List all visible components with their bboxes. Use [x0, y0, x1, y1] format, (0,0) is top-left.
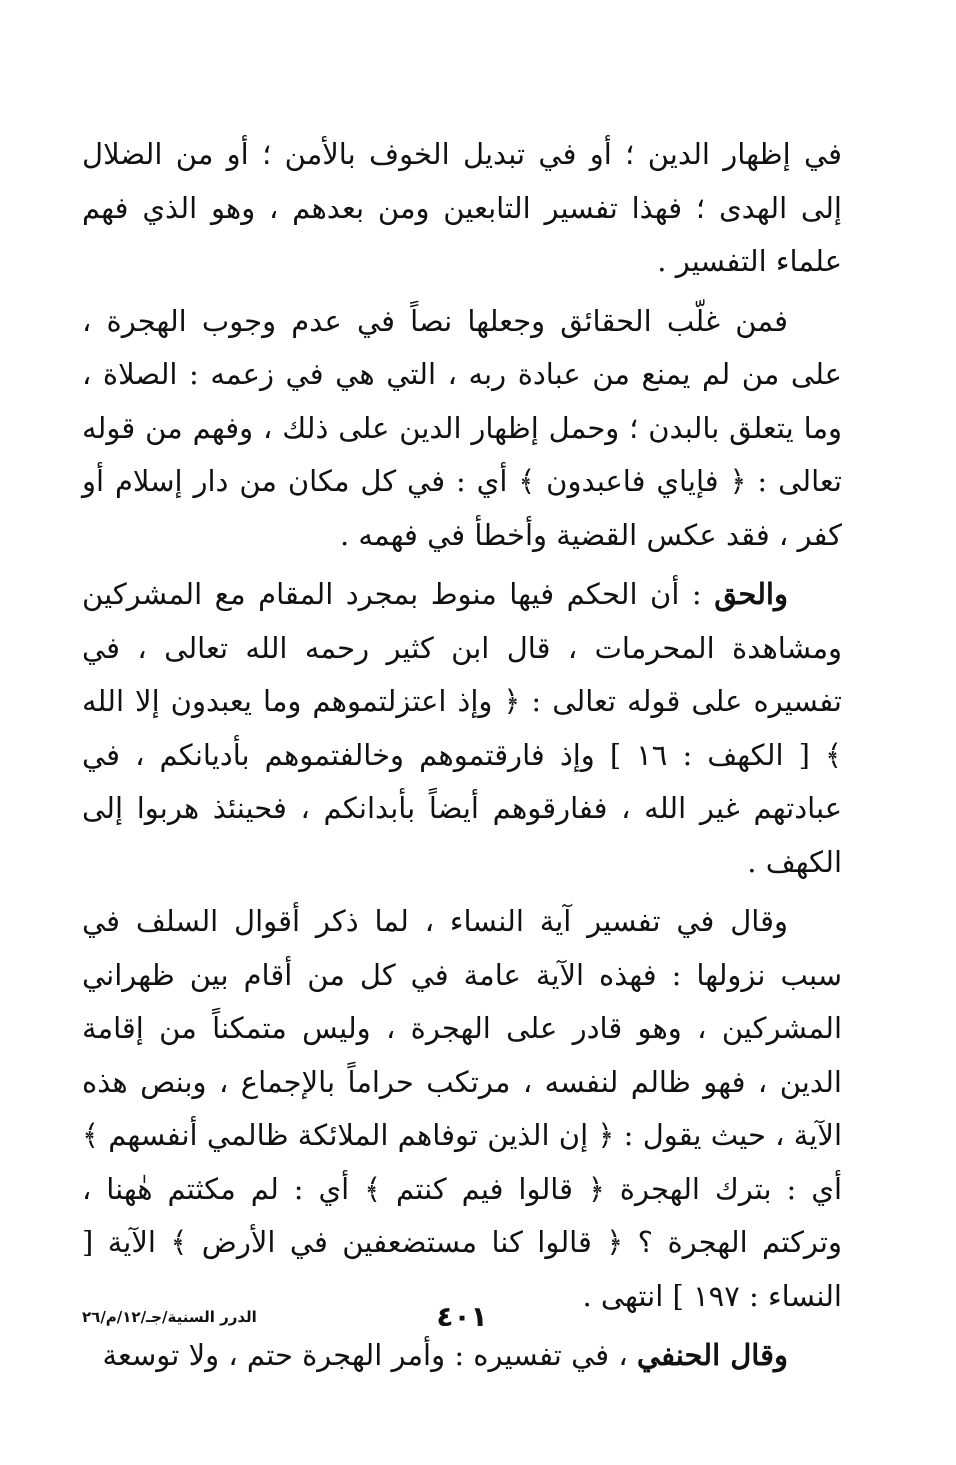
paragraph-1: [82, 128, 842, 289]
paragraph-2-text: فمن غلّب الحقائق وجعلها نصاً في عدم وجوب الهجرة ، على من لم يمنع من عبادة ربه ، التي هي في زعمه : الصلاة ، وما يتعلق بالبدن ؛ وحمل إظهار الدين على ذلك ، وفهم من قوله تعالى : ﴿ فإياي فاعبدون ﴾ أي : في كل مكان من دار إسلام أو كفر ، فقد عكس القضية وأخطأ في فهمه .: [82, 303, 842, 552]
paragraph-5-text: ، في تفسيره : وأمر الهجرة حتم ، ولا توسعة: [102, 1338, 637, 1372]
paragraph-3-text: : أن الحكم فيها منوط بمجرد المقام مع المشركين ومشاهدة المحرمات ، قال ابن كثير رحمه الله تعالى ، في تفسيره على قوله تعالى : ﴿ وإذ اعتزلتموهم وما يعبدون إلا الله ﴾ [ الكهف : ١٦ ] وإذ فارقتموهم وخالفتموهم بأديانكم ، في عبادتهم غير الله ، ففارقوهم أيضاً بأبدانكم ، فحينئذ هربوا إلى الكهف .: [82, 577, 842, 879]
edition-reference: الدرر السنية/جـ/١٢/م/٢٦: [82, 1308, 257, 1326]
paragraph-2: [82, 295, 842, 563]
paragraph-3: [82, 568, 842, 889]
page-body: [82, 128, 842, 1389]
paragraph-4-text: وقال في تفسير آية النساء ، لما ذكر أقوال السلف في سبب نزولها : فهذه الآية عامة في كل من أقام بين ظهراني المشركين ، وهو قادر على الهجرة ، وليس متمكناً من إقامة الدين ، فهو ظالم لنفسه ، مرتكب حراماً بالإجماع ، وبنص هذه الآية ، حيث يقول : ﴿ إن الذين توفاهم الملائكة ظالمي أنفسهم ﴾ أي : بترك الهجرة ﴿ قالوا فيم كنتم ﴾ أي : لم مكثتم هٰهنا ، وتركتم الهجرة ؟ ﴿ قالوا كنا مستضعفين في الأرض ﴾ الآية [ النساء : ١٩٧ ] انتهى .: [82, 904, 842, 1313]
paragraph-1-text: في إظهار الدين ؛ أو في تبديل الخوف بالأمن ؛ أو من الضلال إلى الهدى ؛ فهذا تفسير التابعين ومن بعدهم ، وهو الذي فهم علماء التفسير .: [82, 137, 842, 278]
page-number: ٤٠١: [436, 1300, 488, 1333]
paragraph-3-lead: والحق: [714, 577, 788, 611]
paragraph-4: [82, 895, 842, 1323]
page-footer: [82, 1300, 842, 1340]
paragraph-5-lead: وقال الحنفي: [636, 1338, 788, 1372]
